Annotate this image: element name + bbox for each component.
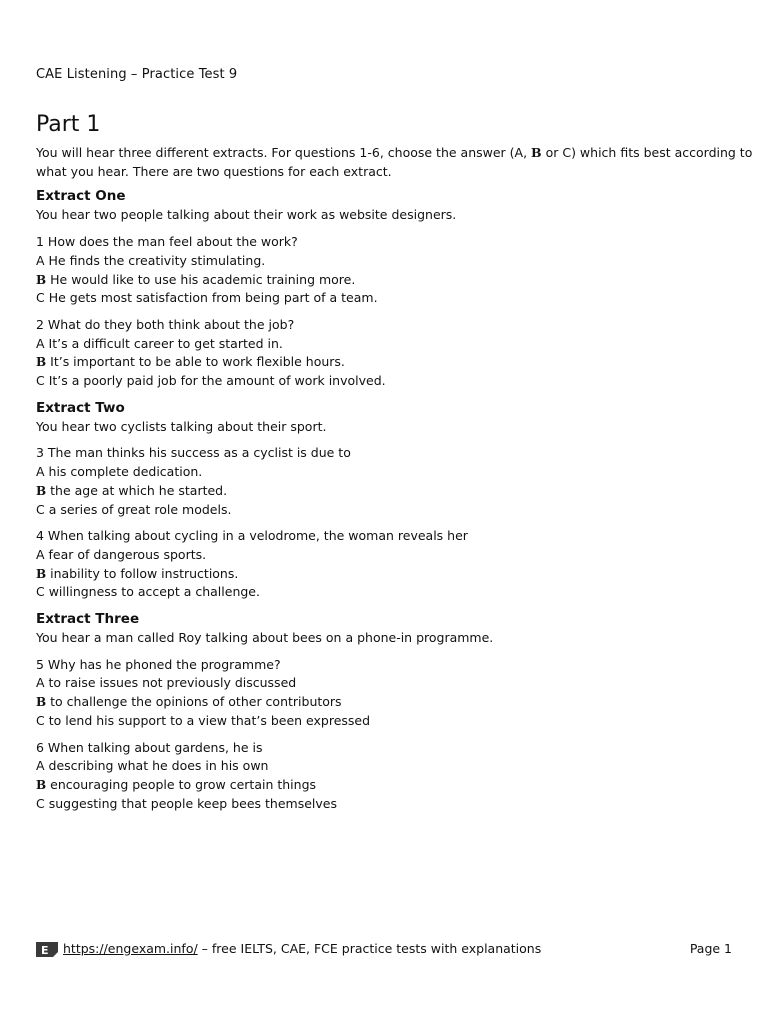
extract-three: [36, 610, 736, 813]
question-text: 1 How does the man feel about the work?: [36, 234, 298, 250]
document-page: [36, 0, 753, 1024]
option-a: A fear of dangerous sports.: [36, 546, 207, 562]
question-5: [36, 656, 736, 731]
page-number: Page 1: [689, 941, 732, 956]
svg-text:E: E: [41, 944, 49, 957]
option-c: C suggesting that people keep bees themselves: [36, 795, 337, 811]
extract-context: You hear a man called Roy talking about bees on a phone-in programme.: [36, 630, 494, 646]
option-b: B encouraging people to grow certain things: [36, 776, 317, 792]
option-a: A to raise issues not previously discussed: [36, 675, 297, 691]
option-c: C willingness to accept a challenge.: [36, 584, 260, 600]
question-text: 6 When talking about gardens, he is: [36, 739, 263, 755]
instructions: [36, 144, 753, 181]
option-b: B to challenge the opinions of other contributors: [36, 694, 342, 710]
option-a: A He finds the creativity stimulating.: [36, 252, 266, 268]
question-text: 4 When talking about cycling in a velodrome, the woman reveals her: [36, 528, 468, 544]
test-content: [36, 144, 753, 821]
extract-heading: Extract Two: [36, 399, 125, 416]
instructions-line-2: what you hear. There are two questions for each extract.: [36, 163, 392, 179]
question-4: [36, 527, 736, 602]
option-a: A describing what he does in his own: [36, 758, 269, 774]
option-c: C It’s a poorly paid job for the amount of work involved.: [36, 373, 386, 389]
option-b: B He would like to use his academic training more.: [36, 271, 356, 287]
question-1: [36, 233, 736, 308]
option-a: A It’s a difficult career to get started in.: [36, 335, 283, 351]
question-6: [36, 739, 736, 814]
engexam-link[interactable]: https://engexam.info/: [63, 941, 198, 956]
option-c: C to lend his support to a view that’s been expressed: [36, 712, 371, 728]
extract-context: You hear two people talking about their work as website designers.: [36, 207, 457, 223]
part-title: Part 1: [36, 112, 101, 137]
extract-one: [36, 187, 736, 390]
extract-heading: Extract One: [36, 188, 126, 205]
option-a: A his complete dedication.: [36, 464, 203, 480]
question-text: 2 What do they both think about the job?: [36, 316, 295, 332]
question-3: [36, 444, 736, 519]
extract-two: [36, 399, 736, 602]
option-b: B inability to follow instructions.: [36, 565, 239, 581]
engexam-logo-icon: [36, 942, 58, 957]
option-b: B the age at which he started.: [36, 482, 228, 498]
option-b: B It’s important to be able to work flexible hours.: [36, 354, 345, 370]
page-footer: [36, 940, 732, 960]
extract-heading: Extract Three: [36, 611, 140, 628]
instructions-line-1: You will hear three different extracts. For questions 1-6, choose the answer (A, B or C) which fits best according to: [36, 145, 753, 160]
option-c: C He gets most satisfaction from being part of a team.: [36, 290, 378, 306]
document-header: CAE Listening – Practice Test 9: [36, 67, 238, 82]
extract-context: You hear two cyclists talking about their sport.: [36, 418, 327, 434]
option-c: C a series of great role models.: [36, 501, 232, 517]
footer-text: [63, 941, 541, 956]
instructions-bold-letter: B: [531, 145, 542, 160]
question-text: 3 The man thinks his success as a cyclist is due to: [36, 445, 351, 461]
question-2: [36, 316, 736, 391]
question-text: 5 Why has he phoned the programme?: [36, 656, 281, 672]
footer-tagline: – free IELTS, CAE, FCE practice tests with explanations: [197, 941, 542, 956]
